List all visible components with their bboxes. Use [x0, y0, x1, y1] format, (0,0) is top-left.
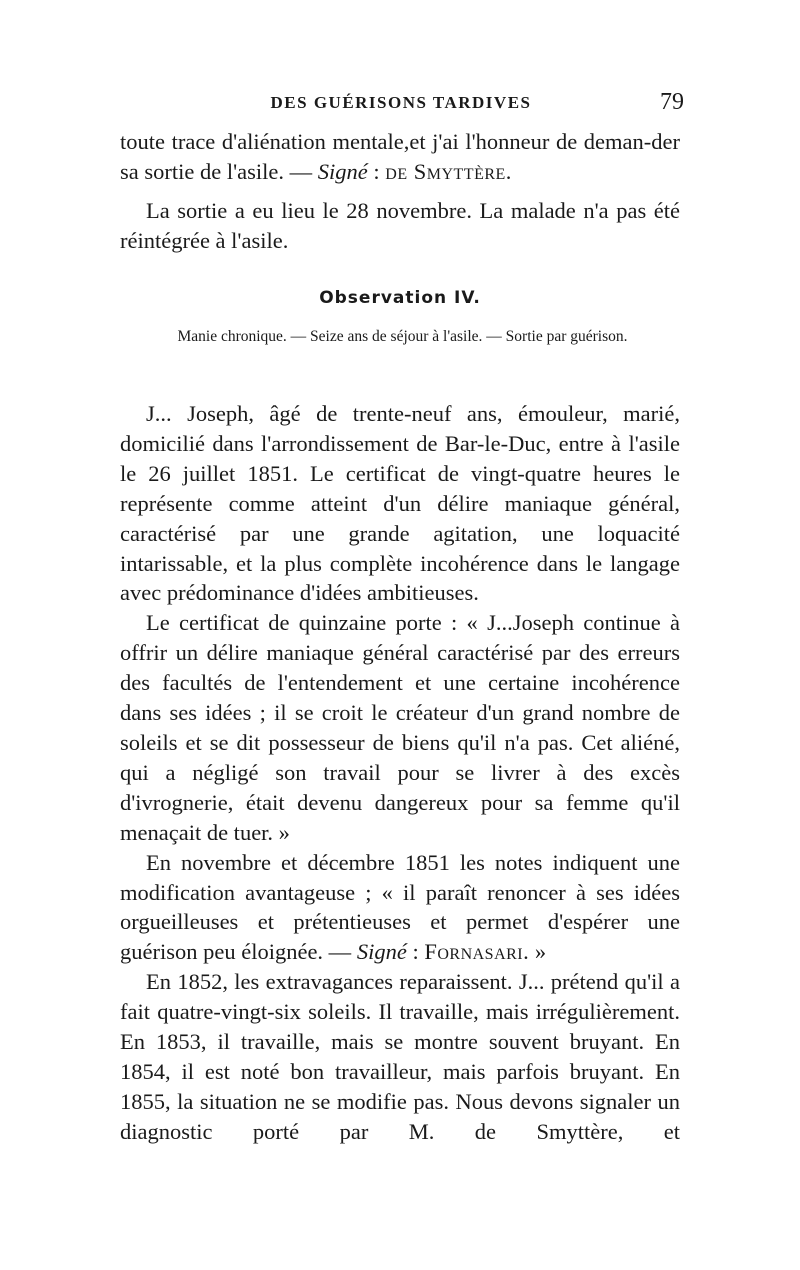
observation-paragraph-3-text: En novembre et décembre 1851 les notes indiquent une modification avantageuse ; « il paraît renoncer à ses idées orgueilleuses et prétentieuses et permet d'espérer une guérison peu éloignée. —	[120, 849, 680, 965]
signature-name: de Smyttère.	[385, 158, 512, 184]
paragraph-3-signature-label: Signé	[356, 939, 407, 965]
observation-paragraph-1: J... Joseph, âgé de trente-neuf ans, émouleur, marié, domicilié dans l'arrondissement de Bar-le-Duc, entre à l'asile le 26 juillet 1851. Le certificat de vingt-quatre heures le représente comme atteint d'un délire maniaque général, caractérisé par une grande agitation, une loquacité intarissable, et la plus complète incohérence dans le langage avec prédominance d'idées ambitieuses.	[120, 401, 680, 606]
observation-paragraph-3: En novembre et décembre 1851 les notes indiquent une modification avantageuse ; « il paraît renoncer à ses idées orgueilleuses et prétentieuses et permet d'espérer une guérison peu éloignée. — Signé : Fornasari. »	[120, 849, 680, 965]
paragraph-3-closing: »	[529, 939, 547, 965]
continuation-text: toute trace d'aliénation mentale,et j'ai l'honneur de deman-der sa sortie de l'asile. —	[120, 129, 680, 184]
observation-summary: Manie chronique. — Seize ans de séjour à l'asile. — Sortie par guérison.	[177, 328, 628, 345]
observation-heading: Observation IV.	[319, 288, 481, 308]
running-title: DES GUÉRISONS TARDIVES	[270, 93, 532, 112]
page-number: 79	[660, 89, 684, 115]
discharge-note-text: La sortie a eu lieu le 28 novembre. La malade n'a pas été réintégrée à l'asile.	[120, 198, 680, 253]
paragraph-3-signature-name: Fornasari.	[424, 939, 530, 965]
signature-label: Signé	[317, 158, 368, 184]
discharge-note	[120, 196, 680, 256]
running-head	[118, 89, 684, 121]
continuation-paragraph: toute trace d'aliénation mentale,et j'ai l'honneur de deman-der sa sortie de l'asile. — Signé : de Smyttère.	[120, 129, 680, 184]
observation-paragraph-2: Le certificat de quinzaine porte : « J...Joseph continue à offrir un délire maniaque général caractérisé par des erreurs des facultés de l'entendement et une certaine incohérence dans ses idées ; il se croit le créateur d'un grand nombre de soleils et se dit possesseur de biens qu'il n'a pas. Cet aliéné, qui a négligé son travail pour se livrer à des excès d'ivrognerie, était devenu dangereux pour sa femme qu'il menaçait de tuer. »	[120, 610, 680, 845]
observation-body	[120, 399, 680, 1147]
observation-paragraph-4: En 1852, les extravagances reparaissent. J... prétend qu'il a fait quatre-vingt-six soleils. Il travaille, mais irrégulièrement. En 1853, il travaille, mais se montre souvent bruyant. En 1854, il est noté bon travailleur, mais parfois bruyant. En 1855, la situation ne se modifie pas. Nous devons signaler un diagnostic porté par M. de Smyttère, et	[120, 969, 680, 1144]
